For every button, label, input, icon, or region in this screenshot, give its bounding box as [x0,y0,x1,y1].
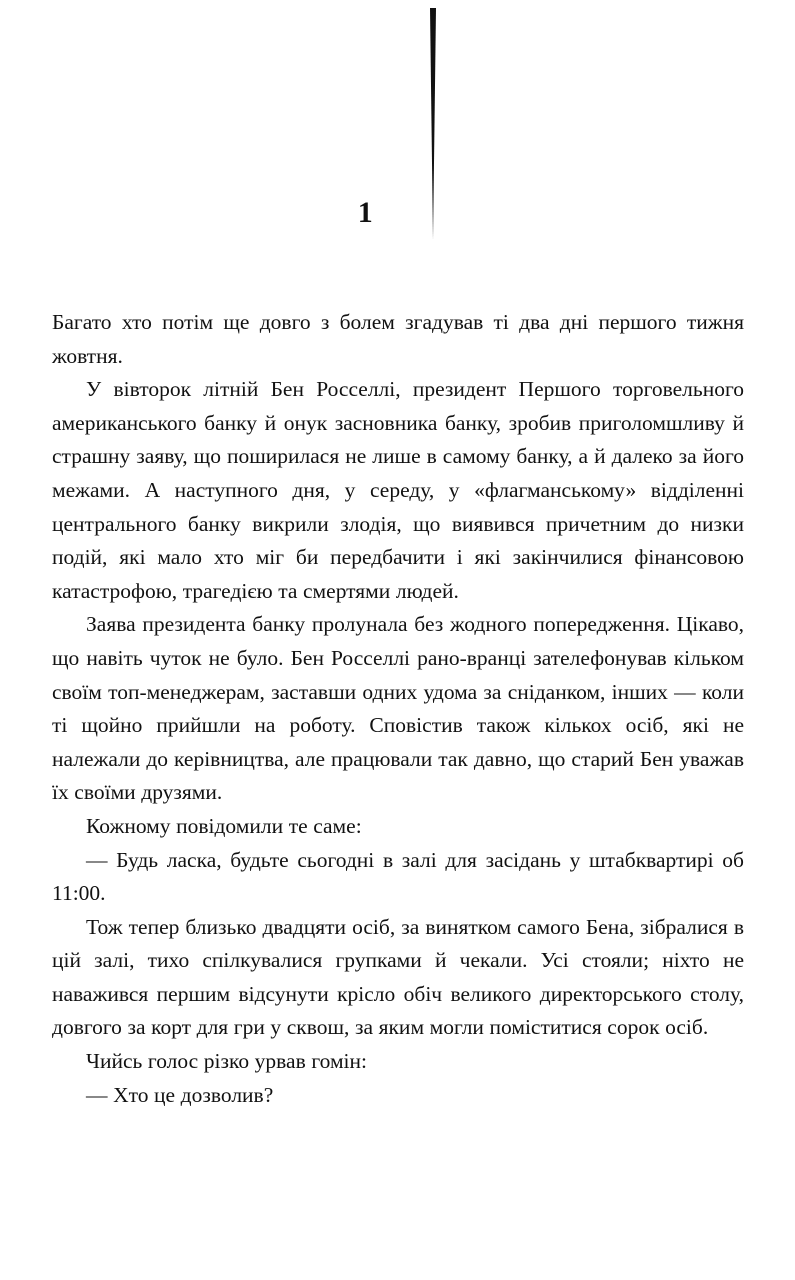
paragraph-4: Кожному повідомили те саме: [86,813,362,838]
paragraph-1: Багато хто потім ще довго з болем згадував ті два дні першого тижня жовтня. [52,310,744,368]
chapter-number-value: 1 [357,196,374,229]
paragraph-7: Чийсь голос різко урвав гомін: [86,1049,368,1074]
chapter-number [0,196,795,230]
paragraph-5: — Будь ласка, будьте сьогодні в залі для засідань у штабквартирі об 11:00. [52,847,744,906]
paragraph-2: У вівторок літній Бен Росселлі, президент Першого торговельного американського банку й онук засновника банку, зробив приголомшливу й страшну заяву, що поширилася не лише в самому банку, а й далеко за його межами. А наступного дня, у середу, у «флагманському» відділенні центрального банку викрили злодія, що виявився причетним до низки подій, які мало хто міг би передбачити і які закінчилися фінансовою катастрофою, трагедією та смертями людей. [52,377,744,603]
paragraph-3: Заява президента банку пролунала без жодного попередження. Цікаво, що навіть чуток не було. Бен Росселлі рано-вранці зателефонував кільком своїм топ-менеджерам, заставши одних удома за сніданком, інших — коли ті щойно прийшли на роботу. Сповістив також кількох осіб, які не належали до керівництва, але працювали так давно, що старий Бен уважав їх своїми друзями. [52,612,744,805]
paragraph-8: — Хто це дозволив? [86,1082,274,1107]
paragraph-6: Тож тепер близько двадцяти осіб, за винятком самого Бена, зібралися в цій залі, тихо спілкувалися групками й чекали. Усі стояли; ніхто не наважився першим відсунути крісло обіч великого директорського столу, довгого за корт для гри у сквош, за яким могли поміститися сорок осіб. [52,914,744,1040]
body-text [52,306,744,1112]
